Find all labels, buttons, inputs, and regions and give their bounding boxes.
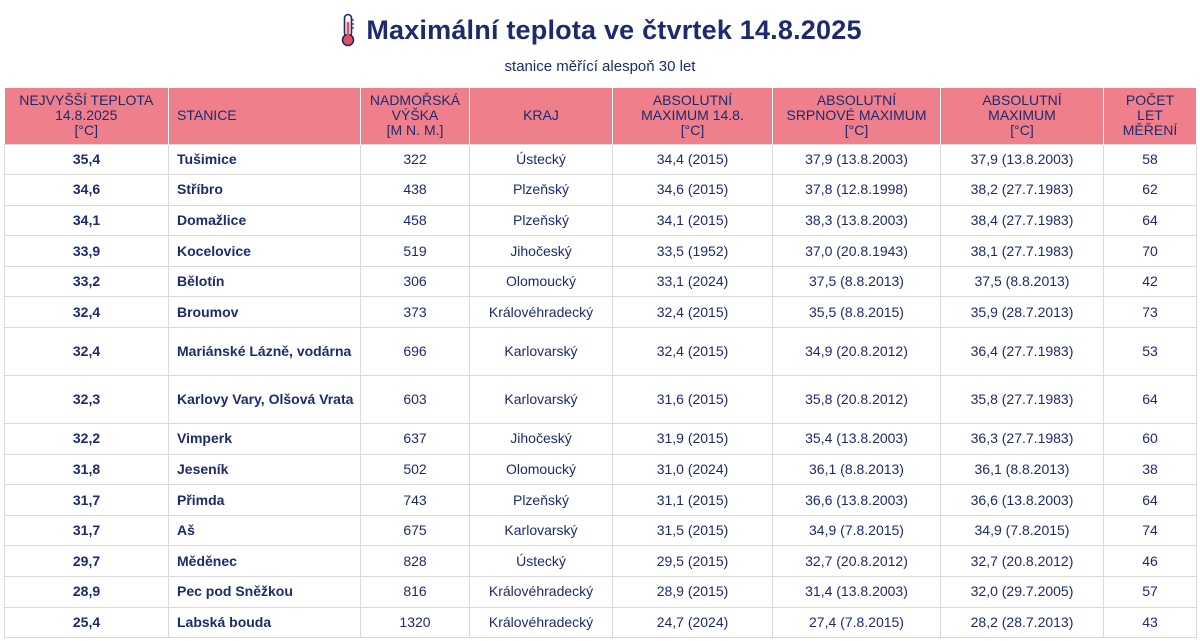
cell-temp: 31,7 bbox=[5, 515, 169, 546]
header-line: ABSOLUTNÍ bbox=[652, 92, 733, 109]
cell-max-absolute: 36,3 (27.7.1983) bbox=[941, 424, 1104, 455]
cell-max-august: 38,3 (13.8.2003) bbox=[773, 205, 941, 236]
cell-region: Královéhradecký bbox=[470, 607, 613, 638]
cell-altitude: 603 bbox=[361, 376, 470, 424]
cell-station: Měděnec bbox=[169, 546, 361, 577]
cell-station: Jeseník bbox=[169, 454, 361, 485]
cell-altitude: 743 bbox=[361, 485, 470, 516]
header-line: KRAJ bbox=[523, 107, 559, 124]
cell-station: Tušimice bbox=[169, 144, 361, 175]
cell-max-absolute: 38,2 (27.7.1983) bbox=[941, 175, 1104, 206]
cell-years: 57 bbox=[1104, 577, 1197, 608]
cell-temp: 28,9 bbox=[5, 577, 169, 608]
cell-max-august: 37,0 (20.8.1943) bbox=[773, 236, 941, 267]
cell-max-day: 31,5 (2015) bbox=[613, 515, 773, 546]
col-header-altitude bbox=[361, 88, 470, 144]
cell-max-day: 28,9 (2015) bbox=[613, 577, 773, 608]
cell-temp: 29,7 bbox=[5, 546, 169, 577]
cell-altitude: 675 bbox=[361, 515, 470, 546]
cell-max-august: 32,7 (20.8.2012) bbox=[773, 546, 941, 577]
cell-years: 46 bbox=[1104, 546, 1197, 577]
cell-years: 43 bbox=[1104, 607, 1197, 638]
cell-altitude: 696 bbox=[361, 328, 470, 376]
cell-years: 74 bbox=[1104, 515, 1197, 546]
table-row bbox=[5, 454, 1197, 485]
col-header-max-absolute bbox=[941, 88, 1104, 144]
cell-altitude: 373 bbox=[361, 297, 470, 328]
cell-max-august: 27,4 (7.8.2015) bbox=[773, 607, 941, 638]
cell-region: Karlovarský bbox=[470, 515, 613, 546]
cell-temp: 34,1 bbox=[5, 205, 169, 236]
table-row bbox=[5, 144, 1197, 175]
cell-altitude: 458 bbox=[361, 205, 470, 236]
cell-max-absolute: 36,1 (8.8.2013) bbox=[941, 454, 1104, 485]
table-row bbox=[5, 577, 1197, 608]
cell-max-day: 32,4 (2015) bbox=[613, 328, 773, 376]
cell-years: 70 bbox=[1104, 236, 1197, 267]
cell-temp: 31,7 bbox=[5, 485, 169, 516]
page-subtitle: stanice měřící alespoň 30 let bbox=[504, 58, 696, 75]
cell-max-day: 32,4 (2015) bbox=[613, 297, 773, 328]
cell-max-august: 37,5 (8.8.2013) bbox=[773, 266, 941, 297]
col-header-years bbox=[1104, 88, 1197, 144]
cell-station: Kocelovice bbox=[169, 236, 361, 267]
cell-station: Domažlice bbox=[169, 205, 361, 236]
cell-max-day: 31,1 (2015) bbox=[613, 485, 773, 516]
cell-station: Labská bouda bbox=[169, 607, 361, 638]
table-header-row bbox=[5, 88, 1197, 144]
cell-altitude: 828 bbox=[361, 546, 470, 577]
header-line: [°C] bbox=[844, 122, 869, 139]
table-row bbox=[5, 424, 1197, 455]
table-row bbox=[5, 236, 1197, 267]
col-header-station bbox=[169, 88, 361, 144]
cell-region: Plzeňský bbox=[470, 485, 613, 516]
header-line: SRPNOVÉ MAXIMUM bbox=[786, 107, 927, 124]
cell-max-absolute: 35,9 (28.7.2013) bbox=[941, 297, 1104, 328]
cell-altitude: 816 bbox=[361, 577, 470, 608]
header-line: ABSOLUTNÍ bbox=[816, 92, 897, 109]
header-line: MĚŘENÍ bbox=[1122, 122, 1178, 139]
cell-max-day: 34,6 (2015) bbox=[613, 175, 773, 206]
cell-max-august: 37,8 (12.8.1998) bbox=[773, 175, 941, 206]
cell-years: 60 bbox=[1104, 424, 1197, 455]
cell-max-august: 35,8 (20.8.2012) bbox=[773, 376, 941, 424]
cell-region: Jihočeský bbox=[470, 424, 613, 455]
cell-years: 42 bbox=[1104, 266, 1197, 297]
cell-max-august: 37,9 (13.8.2003) bbox=[773, 144, 941, 175]
cell-max-absolute: 37,9 (13.8.2003) bbox=[941, 144, 1104, 175]
cell-max-day: 31,0 (2024) bbox=[613, 454, 773, 485]
cell-station: Stříbro bbox=[169, 175, 361, 206]
cell-region: Karlovarský bbox=[470, 328, 613, 376]
cell-max-absolute: 36,4 (27.7.1983) bbox=[941, 328, 1104, 376]
cell-max-august: 35,5 (8.8.2015) bbox=[773, 297, 941, 328]
cell-max-august: 36,6 (13.8.2003) bbox=[773, 485, 941, 516]
table-row bbox=[5, 297, 1197, 328]
col-header-temp bbox=[5, 88, 169, 144]
cell-region: Plzeňský bbox=[470, 205, 613, 236]
cell-altitude: 637 bbox=[361, 424, 470, 455]
cell-max-day: 24,7 (2024) bbox=[613, 607, 773, 638]
col-header-max-august bbox=[773, 88, 941, 144]
cell-station: Vimperk bbox=[169, 424, 361, 455]
header-line: NEJVYŠŠÍ TEPLOTA bbox=[19, 92, 154, 109]
table-row bbox=[5, 328, 1197, 376]
cell-max-absolute: 38,4 (27.7.1983) bbox=[941, 205, 1104, 236]
header-line: [°C] bbox=[680, 122, 705, 139]
cell-region: Ústecký bbox=[470, 144, 613, 175]
cell-max-absolute: 35,8 (27.7.1983) bbox=[941, 376, 1104, 424]
cell-station: Karlovy Vary, Olšová Vrata bbox=[169, 376, 361, 424]
title-row bbox=[0, 0, 1200, 52]
cell-region: Plzeňský bbox=[470, 175, 613, 206]
header-line: POČET bbox=[1125, 92, 1175, 109]
table-row bbox=[5, 175, 1197, 206]
temperature-table bbox=[4, 88, 1197, 638]
table-row bbox=[5, 546, 1197, 577]
col-header-region bbox=[470, 88, 613, 144]
header-line: VÝŠKA bbox=[391, 107, 439, 124]
cell-temp: 34,6 bbox=[5, 175, 169, 206]
cell-station: Pec pod Sněžkou bbox=[169, 577, 361, 608]
header-line: [°C] bbox=[1010, 122, 1034, 139]
cell-station: Aš bbox=[169, 515, 361, 546]
cell-region: Ústecký bbox=[470, 546, 613, 577]
cell-temp: 32,4 bbox=[5, 328, 169, 376]
thermometer-icon bbox=[338, 13, 358, 47]
table-body bbox=[5, 144, 1197, 638]
header-line: MAXIMUM 14.8. bbox=[641, 107, 744, 124]
cell-max-august: 34,9 (20.8.2012) bbox=[773, 328, 941, 376]
cell-temp: 32,2 bbox=[5, 424, 169, 455]
header-line: [°C] bbox=[74, 122, 98, 139]
cell-altitude: 322 bbox=[361, 144, 470, 175]
cell-max-day: 31,9 (2015) bbox=[613, 424, 773, 455]
header-line: STANICE bbox=[177, 107, 237, 124]
cell-max-august: 31,4 (13.8.2003) bbox=[773, 577, 941, 608]
table-row bbox=[5, 485, 1197, 516]
cell-max-absolute: 34,9 (7.8.2015) bbox=[941, 515, 1104, 546]
cell-max-day: 34,1 (2015) bbox=[613, 205, 773, 236]
cell-altitude: 519 bbox=[361, 236, 470, 267]
cell-region: Karlovarský bbox=[470, 376, 613, 424]
cell-years: 73 bbox=[1104, 297, 1197, 328]
cell-altitude: 502 bbox=[361, 454, 470, 485]
page-title: Maximální teplota ve čtvrtek 14.8.2025 bbox=[366, 14, 862, 45]
cell-station: Bělotín bbox=[169, 266, 361, 297]
cell-max-absolute: 32,0 (29.7.2005) bbox=[941, 577, 1104, 608]
cell-region: Olomoucký bbox=[470, 266, 613, 297]
cell-station: Přimda bbox=[169, 485, 361, 516]
header-line: [M N. M.] bbox=[386, 122, 444, 139]
cell-region: Královéhradecký bbox=[470, 577, 613, 608]
cell-years: 53 bbox=[1104, 328, 1197, 376]
cell-years: 62 bbox=[1104, 175, 1197, 206]
cell-temp: 32,3 bbox=[5, 376, 169, 424]
cell-max-day: 34,4 (2015) bbox=[613, 144, 773, 175]
table-row bbox=[5, 205, 1197, 236]
table-row bbox=[5, 266, 1197, 297]
cell-max-day: 33,5 (1952) bbox=[613, 236, 773, 267]
cell-max-absolute: 28,2 (28.7.2013) bbox=[941, 607, 1104, 638]
table-row bbox=[5, 515, 1197, 546]
cell-altitude: 306 bbox=[361, 266, 470, 297]
cell-max-day: 31,6 (2015) bbox=[613, 376, 773, 424]
cell-max-absolute: 36,6 (13.8.2003) bbox=[941, 485, 1104, 516]
cell-years: 38 bbox=[1104, 454, 1197, 485]
cell-altitude: 438 bbox=[361, 175, 470, 206]
cell-region: Olomoucký bbox=[470, 454, 613, 485]
cell-max-august: 34,9 (7.8.2015) bbox=[773, 515, 941, 546]
cell-max-day: 29,5 (2015) bbox=[613, 546, 773, 577]
cell-years: 58 bbox=[1104, 144, 1197, 175]
cell-max-absolute: 38,1 (27.7.1983) bbox=[941, 236, 1104, 267]
header-line: ABSOLUTNÍ bbox=[982, 92, 1062, 109]
cell-region: Královéhradecký bbox=[470, 297, 613, 328]
cell-years: 64 bbox=[1104, 485, 1197, 516]
cell-max-august: 35,4 (13.8.2003) bbox=[773, 424, 941, 455]
cell-years: 64 bbox=[1104, 205, 1197, 236]
header-line: MAXIMUM bbox=[988, 107, 1056, 124]
header-line: LET bbox=[1137, 107, 1163, 124]
cell-temp: 33,9 bbox=[5, 236, 169, 267]
cell-temp: 33,2 bbox=[5, 266, 169, 297]
cell-station: Broumov bbox=[169, 297, 361, 328]
cell-altitude: 1320 bbox=[361, 607, 470, 638]
col-header-max-day bbox=[613, 88, 773, 144]
cell-max-absolute: 32,7 (20.8.2012) bbox=[941, 546, 1104, 577]
cell-temp: 25,4 bbox=[5, 607, 169, 638]
cell-years: 64 bbox=[1104, 376, 1197, 424]
cell-region: Jihočeský bbox=[470, 236, 613, 267]
cell-max-day: 33,1 (2024) bbox=[613, 266, 773, 297]
cell-max-august: 36,1 (8.8.2013) bbox=[773, 454, 941, 485]
cell-temp: 32,4 bbox=[5, 297, 169, 328]
table-row bbox=[5, 607, 1197, 638]
header-line: 14.8.2025 bbox=[55, 107, 118, 124]
cell-station: Mariánské Lázně, vodárna bbox=[169, 328, 361, 376]
table-row bbox=[5, 376, 1197, 424]
cell-temp: 31,8 bbox=[5, 454, 169, 485]
cell-max-absolute: 37,5 (8.8.2013) bbox=[941, 266, 1104, 297]
cell-temp: 35,4 bbox=[5, 144, 169, 175]
header-line: NADMOŘSKÁ bbox=[369, 92, 461, 109]
